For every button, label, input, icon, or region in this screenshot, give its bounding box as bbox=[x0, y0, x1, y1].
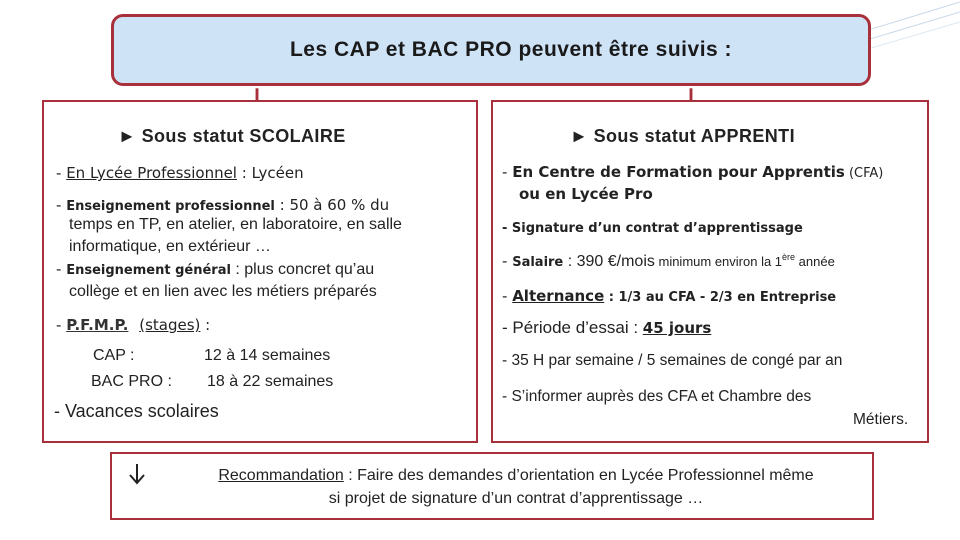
cap-value: 12 à 14 semaines bbox=[204, 347, 331, 364]
item-enseignement-general: - Enseignement général : plus concret qu’au bbox=[56, 260, 375, 278]
apprenti-heading: ► Sous statut APPRENTI bbox=[570, 126, 795, 146]
enseignement-pro-line2: temps en TP, en atelier, en laboratoire, en salle bbox=[69, 216, 402, 233]
item-35h: - 35 H par semaine / 5 semaines de congé par an bbox=[502, 352, 843, 369]
cfa-line2: ou en Lycée Pro bbox=[519, 185, 653, 203]
lycee-pro-link: En Lycée Professionnel bbox=[66, 164, 237, 182]
bac-value: 18 à 22 semaines bbox=[207, 373, 334, 390]
item-periode-essai: - Période d’essai : 45 jours bbox=[502, 318, 712, 337]
vacances-scolaires: - Vacances scolaires bbox=[54, 401, 219, 421]
enseignement-pro-line3: informatique, en extérieur … bbox=[69, 238, 271, 255]
page-title: Les CAP et BAC PRO peuvent être suivis : bbox=[289, 38, 733, 61]
item-cfa: - En Centre de Formation pour Apprentis (CFA) bbox=[502, 163, 884, 181]
bac-label: BAC PRO : bbox=[91, 373, 172, 390]
enseignement-general-line2: collège et en lien avec les métiers préparés bbox=[69, 283, 377, 300]
item-informer-line2: Métiers. bbox=[853, 411, 909, 428]
cap-label: CAP : bbox=[93, 347, 135, 364]
item-enseignement-pro: - Enseignement professionnel : 50 à 60 % du bbox=[56, 196, 390, 214]
item-alternance: - Alternance : 1/3 au CFA - 2/3 en Entreprise bbox=[502, 287, 837, 305]
item-signature: - Signature d’un contrat d’apprentissage bbox=[502, 221, 803, 236]
item-lycee-pro: - En Lycée Professionnel : Lycéen bbox=[56, 164, 304, 182]
scolaire-heading: ► Sous statut SCOLAIRE bbox=[118, 126, 346, 146]
arrow-down-icon bbox=[128, 463, 146, 485]
item-pfmp: - P.F.M.P. (stages) : bbox=[56, 316, 211, 334]
recommendation-text: Recommandation : Faire des demandes d’orientation en Lycée Professionnel même si projet de signature d’un contrat d’apprentissage … bbox=[218, 467, 814, 507]
item-salaire: - Salaire : 390 €/mois minimum environ la 1ère année bbox=[502, 252, 835, 270]
recommendation-label: Recommandation bbox=[218, 467, 344, 484]
title-box bbox=[111, 14, 871, 86]
item-informer: - S’informer auprès des CFA et Chambre des bbox=[502, 388, 812, 405]
